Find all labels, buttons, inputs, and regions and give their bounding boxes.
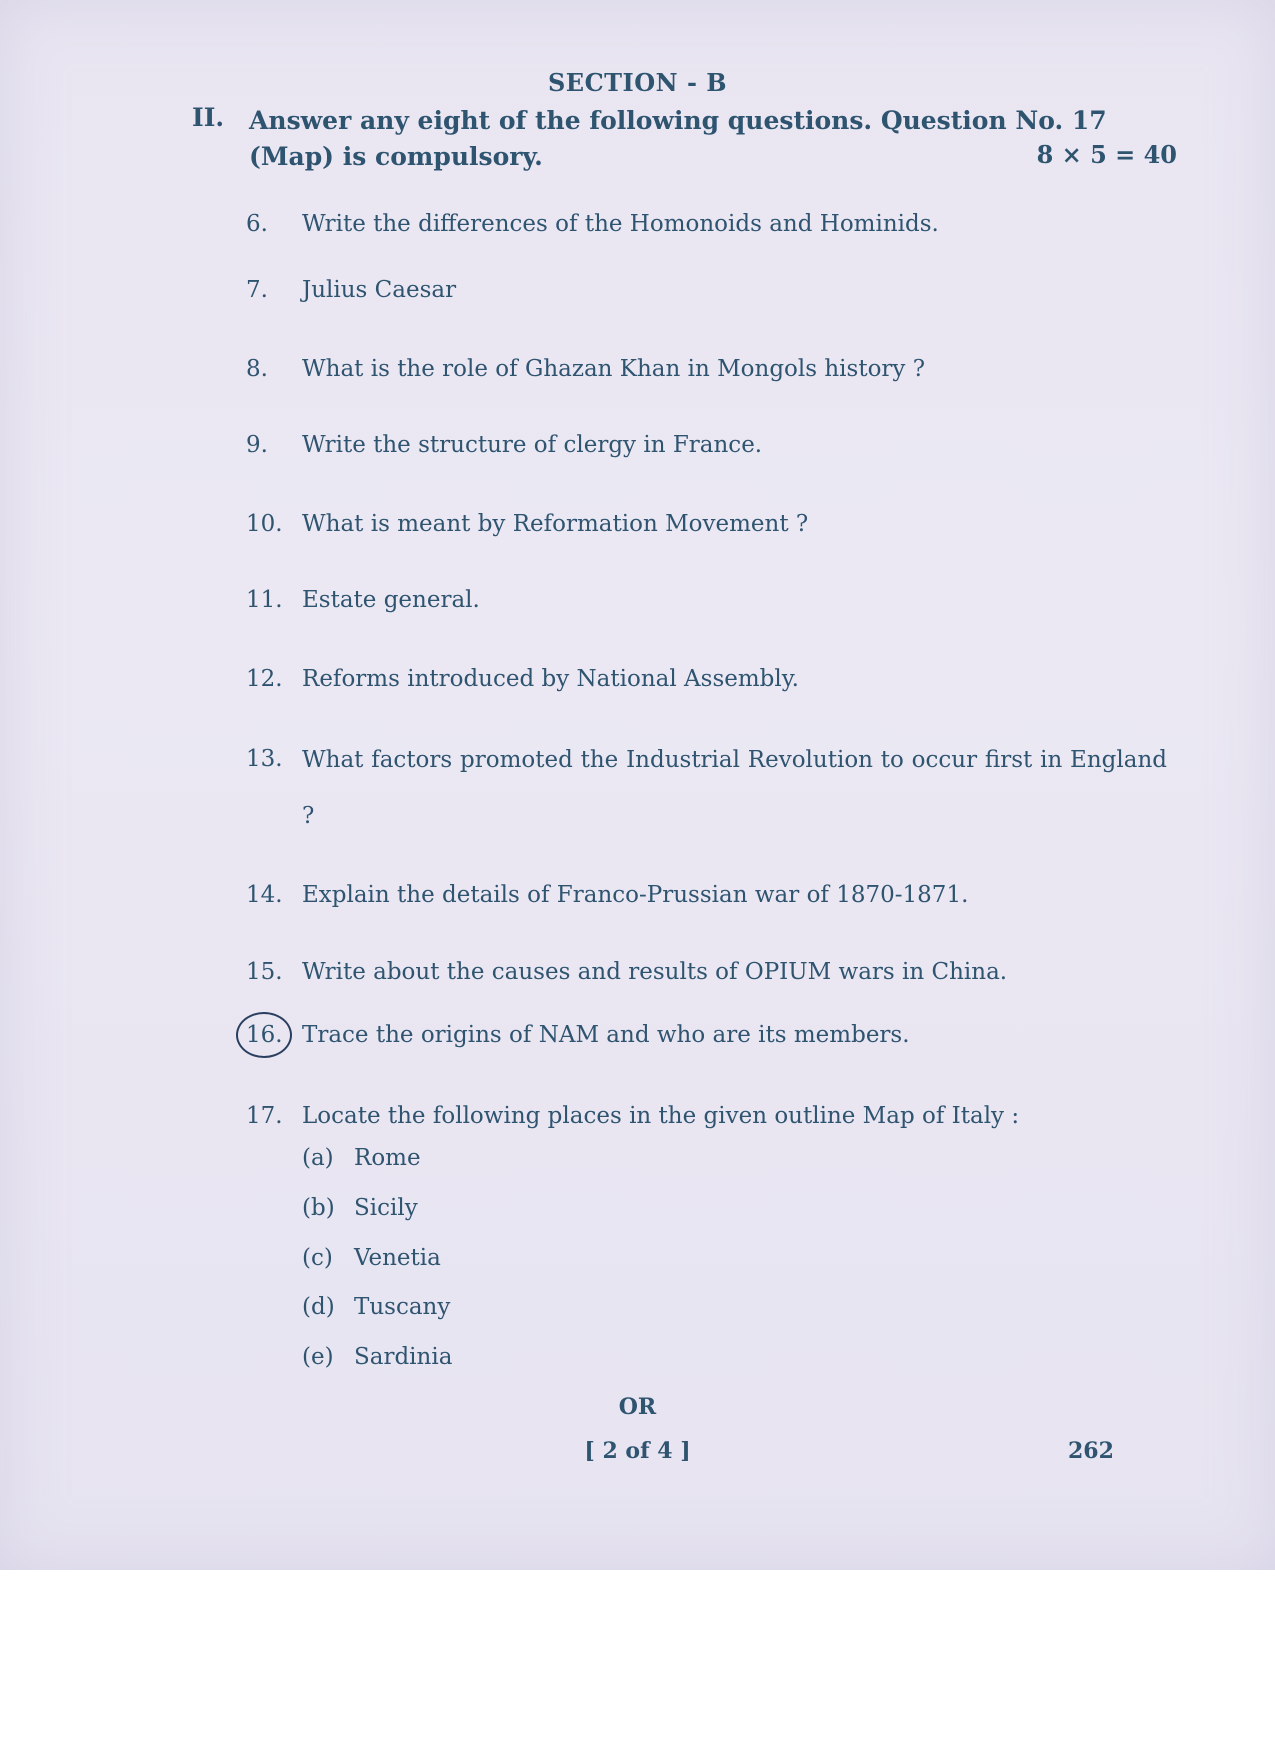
question-number: 13. (246, 746, 283, 772)
map-place-name: Sicily (354, 1195, 418, 1221)
or-divider: OR (618, 1394, 657, 1420)
map-place-label: (d) (302, 1294, 335, 1320)
map-place-label: (a) (302, 1145, 334, 1171)
question-number: 15. (246, 959, 283, 985)
question-text: What factors promoted the Industrial Revolution to occur first in England ? (302, 747, 1167, 829)
question-text: Write the differences of the Homonoids and Hominids. (302, 211, 939, 237)
question-text: What is meant by Reformation Movement ? (302, 511, 809, 537)
map-place-name: Rome (354, 1145, 421, 1171)
map-place-label: (c) (302, 1245, 333, 1271)
section-title: SECTION - B (547, 68, 728, 97)
map-place-name: Tuscany (354, 1294, 451, 1320)
map-place-label: (b) (302, 1195, 335, 1221)
page-indicator: [ 2 of 4 ] (584, 1438, 691, 1464)
question-number: 16. (246, 1022, 283, 1048)
paper-code: 262 (1068, 1438, 1114, 1464)
marks-scheme: 8 × 5 = 40 (1036, 140, 1177, 169)
map-place-name: Sardinia (354, 1344, 453, 1370)
question-text: Estate general. (302, 587, 480, 613)
map-place-label: (e) (302, 1344, 334, 1370)
question-number: 7. (246, 277, 268, 303)
section-number: II. (192, 103, 225, 132)
map-place-name: Venetia (354, 1245, 441, 1271)
question-number: 6. (246, 211, 268, 237)
question-number: 14. (246, 882, 283, 908)
question-number: 10. (246, 511, 283, 537)
question-text: Reforms introduced by National Assembly. (302, 666, 799, 692)
question-text: Explain the details of Franco-Prussian war of 1870-1871. (302, 882, 969, 908)
question-number: 11. (246, 587, 283, 613)
question-text: Trace the origins of NAM and who are its members. (302, 1022, 910, 1048)
question-number: 17. (246, 1103, 283, 1129)
question-text: Julius Caesar (302, 277, 457, 303)
question-number: 12. (246, 666, 283, 692)
question-text: What is the role of Ghazan Khan in Mongols history ? (302, 356, 926, 382)
question-text: Write the structure of clergy in France. (302, 432, 763, 458)
question-text: Locate the following places in the given outline Map of Italy : (302, 1103, 1020, 1129)
question-text: Write about the causes and results of OPIUM wars in China. (302, 959, 1008, 985)
section-instruction: Answer any eight of the following questions. Question No. 17 (Map) is compulsory. (249, 106, 1107, 171)
question-number: 8. (246, 356, 268, 382)
question-number: 9. (246, 432, 268, 458)
